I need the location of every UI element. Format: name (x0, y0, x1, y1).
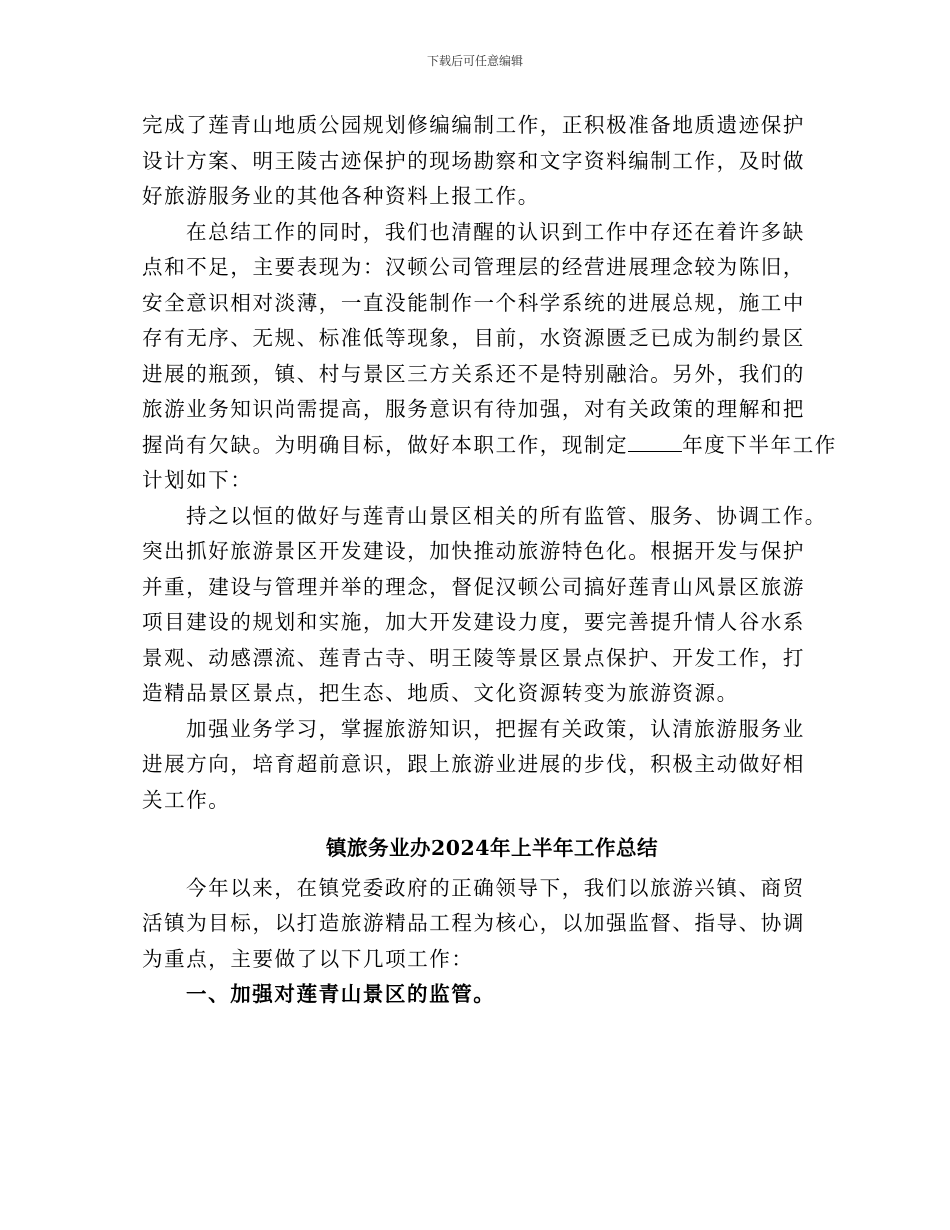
text-line: 突出抓好旅游景区开发建设，加快推动旅游特色化。根据开发与保护 (142, 539, 805, 563)
text-line (142, 428, 842, 464)
text-line: 安全意识相对淡薄，一直没能制作一个科学系统的进展总规，施工中 (142, 290, 805, 315)
section-title: 镇旅务业办2024年上半年工作总结 (325, 836, 659, 860)
text-segment: 年度下半年工作 (682, 432, 837, 457)
text-line: 并重，建设与管理并举的理念，督促汉顿公司搞好莲青山风景区旅游 (142, 574, 805, 599)
text-line: 景观、动感漂流、莲青古寺、明王陵等景区景点保护、开发工作，打 (142, 645, 805, 670)
text-line: 加强业务学习，掌握旅游知识，把握有关政策，认清旅游服务业 (186, 716, 805, 741)
text-line: 项目建设的规划和实施，加大开发建设力度，要完善提升情人谷水系 (142, 610, 805, 634)
text-segment: 握尚有欠缺。为明确目标，做好本职工作，现制定 (142, 432, 629, 457)
text-line: 进展方向，培育超前意识，跟上旅游业进展的步伐，积极主动做好相 (142, 752, 805, 776)
text-line: 完成了莲青山地质公园规划修编编制工作，正积极准备地质遗迹保护 (142, 113, 805, 137)
text-line: 设计方案、明王陵古迹保护的现场勘察和文字资料编制工作，及时做 (142, 148, 805, 173)
paragraph-1 (142, 108, 842, 215)
paragraph-3 (142, 499, 842, 712)
section-intro (142, 871, 842, 978)
fill-in-blank (628, 431, 682, 452)
text-line: 存有无序、无规、标准低等现象，目前，水资源匮乏已成为制约景区 (142, 326, 805, 350)
text-line: 造精品景区景点，把生态、地质、文化资源转变为旅游资源。 (142, 681, 739, 705)
text-line: 活镇为目标，以打造旅游精品工程为核心，以加强监督、指导、协调 (142, 911, 805, 935)
text-line: 持之以恒的做好与莲青山景区相关的所有监管、服务、协调工作。 (186, 503, 827, 528)
document-body (142, 108, 842, 1013)
text-line: 为重点，主要做了以下几项工作： (142, 946, 474, 971)
text-line: 计划如下： (142, 468, 253, 492)
text-line: 好旅游服务业的其他各种资料上报工作。 (142, 184, 540, 208)
paragraph-2 (142, 215, 842, 499)
page-header: 下载后可任意编辑 (426, 54, 523, 68)
text-line: 今年以来，在镇党委政府的正确领导下，我们以旅游兴镇、商贸 (186, 875, 805, 900)
paragraph-4 (142, 712, 842, 819)
text-line: 在总结工作的同时，我们也清醒的认识到工作中存还在着许多缺 (186, 219, 805, 244)
text-line: 进展的瓶颈，镇、村与景区三方关系还不是特别融洽。另外，我们的 (142, 361, 805, 386)
text-line: 旅游业务知识尚需提高，服务意识有待加强，对有关政策的理解和把 (142, 397, 805, 421)
section-heading-1: 一、加强对莲青山景区的监管。 (186, 982, 496, 1006)
text-line: 关工作。 (142, 787, 231, 812)
text-line: 点和不足，主要表现为：汉顿公司管理层的经营进展理念较为陈旧， (142, 255, 805, 279)
